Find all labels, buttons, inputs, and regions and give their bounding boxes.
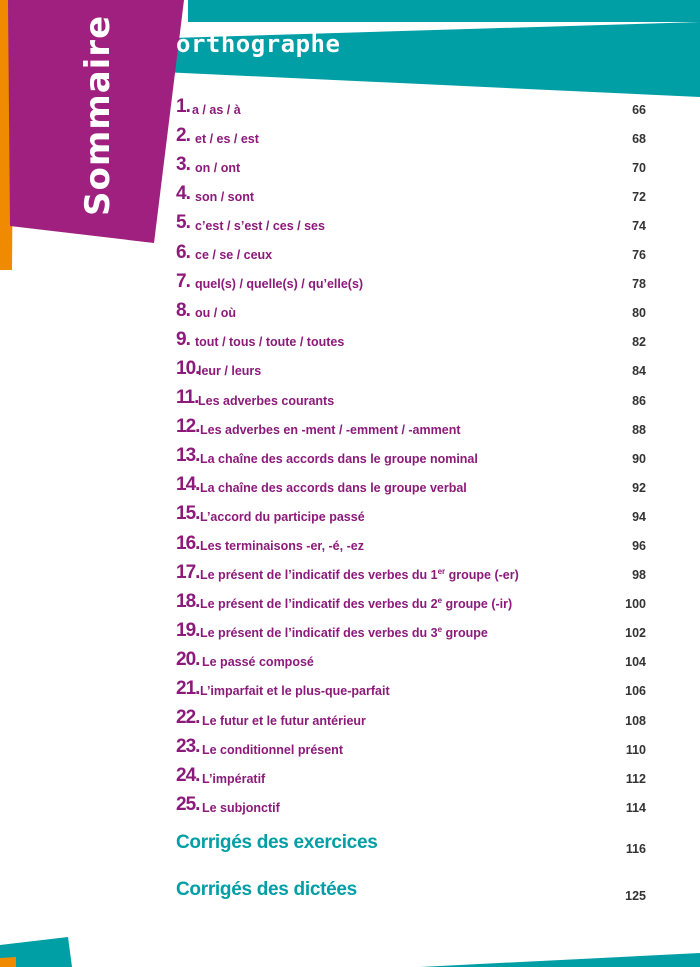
toc-page: 96 [632, 539, 646, 553]
toc-label: Le présent de l’indicatif des verbes du 1er groupe (-er) [200, 566, 519, 583]
toc-page: 110 [625, 742, 646, 757]
toc-row[interactable] [176, 443, 646, 472]
toc-number: 8. [176, 299, 190, 321]
toc-label: on / ont [195, 160, 241, 175]
corriges-exercices-link[interactable]: Corrigés des exercices [176, 832, 378, 853]
toc-number: 14. [176, 474, 200, 496]
toc-label: Le présent de l’indicatif des verbes du 2e groupe (-ir) [200, 596, 513, 612]
toc-row[interactable] [176, 472, 646, 501]
toc-number: 4. [176, 183, 190, 205]
toc-row[interactable] [176, 763, 646, 792]
toc-page: 68 [632, 131, 646, 146]
toc-label: quel(s) / quelle(s) / qu’elle(s) [195, 277, 364, 292]
toc-number: 13. [176, 445, 200, 467]
toc-row[interactable] [176, 792, 646, 821]
toc-page: 72 [632, 189, 646, 204]
toc-page: 108 [625, 713, 646, 728]
toc-row[interactable] [176, 501, 646, 530]
toc-number: 9. [176, 328, 190, 350]
toc-label: Les terminaisons -er, -é, -ez [200, 539, 364, 553]
toc-number: 18. [176, 590, 200, 612]
corriges-dictees-link[interactable]: Corrigés des dictées [176, 879, 357, 900]
toc-page: 70 [632, 160, 646, 175]
toc-page: 92 [632, 480, 646, 495]
toc-row[interactable] [176, 181, 646, 210]
toc-row[interactable] [176, 210, 646, 239]
toc-number: 25. [176, 794, 200, 816]
toc-row[interactable] [176, 239, 646, 268]
toc-row[interactable] [176, 734, 646, 763]
toc-label: Les adverbes en -ment / -emment / -amment [200, 422, 461, 437]
toc-label: Le passé composé [202, 655, 314, 670]
toc-number: 7. [176, 270, 190, 292]
toc-page: 112 [625, 771, 646, 786]
orange-bottom-left-corner [0, 957, 16, 967]
toc-number: 2. [176, 125, 190, 147]
section-title: orthographe [176, 30, 341, 58]
toc-number: 21. [176, 677, 200, 699]
toc-page: 66 [632, 102, 646, 117]
toc-label: leur / leurs [198, 364, 262, 379]
toc-page: 86 [632, 393, 646, 408]
teal-bottom-right-corner [420, 953, 700, 967]
toc-number: 15. [176, 503, 200, 525]
toc-label: La chaîne des accords dans le groupe nominal [200, 451, 478, 466]
toc-number: 12. [176, 416, 200, 438]
toc-page: 100 [625, 597, 646, 612]
toc-row[interactable] [176, 356, 646, 385]
toc-number: 24. [176, 765, 200, 787]
toc-page: 78 [632, 277, 646, 292]
toc-page: 74 [632, 218, 646, 233]
toc-row[interactable] [176, 327, 646, 356]
toc-label: L’accord du participe passé [200, 509, 365, 524]
teal-top-band [188, 0, 700, 22]
toc-number: 11. [176, 387, 199, 409]
toc-label: son / sont [195, 189, 255, 204]
toc-label: tout / tous / toute / toutes [195, 335, 345, 350]
corriges-dictees-page: 125 [625, 889, 646, 903]
toc-page: 82 [632, 335, 646, 350]
toc-page: 90 [632, 451, 646, 466]
toc-row[interactable] [176, 298, 646, 327]
toc-number: 22. [176, 707, 200, 729]
toc-page: 76 [632, 248, 646, 263]
toc-page: 84 [632, 364, 646, 379]
toc-number: 16. [176, 532, 200, 554]
toc-label: c’est / s’est / ces / ses [195, 218, 325, 233]
toc-label: L’imparfait et le plus-que-parfait [200, 684, 390, 699]
toc-page: 94 [632, 509, 646, 524]
toc-row[interactable] [176, 676, 646, 705]
toc-number: 23. [176, 736, 200, 758]
toc-label: La chaîne des accords dans le groupe verbal [200, 480, 467, 495]
toc-number: 19. [176, 619, 200, 641]
corriges-exercices-page: 116 [625, 842, 646, 856]
table-of-contents [176, 94, 646, 821]
toc-label: a / as / à [192, 102, 241, 117]
toc-label: ou / où [195, 306, 236, 321]
toc-page: 98 [632, 568, 646, 583]
toc-number: 17. [176, 561, 200, 583]
toc-row[interactable] [176, 123, 646, 152]
toc-page: 114 [625, 800, 646, 815]
toc-label: Le subjonctif [202, 800, 280, 815]
toc-label: Le futur et le futur antérieur [202, 713, 366, 728]
toc-page: 106 [625, 684, 646, 699]
toc-row[interactable] [176, 647, 646, 676]
toc-number: 6. [176, 241, 190, 263]
toc-row[interactable] [176, 152, 646, 181]
toc-row[interactable] [176, 530, 646, 559]
toc-page: 80 [632, 306, 646, 321]
toc-row[interactable] [176, 618, 646, 647]
toc-label: Les adverbes courants [198, 393, 335, 408]
toc-row[interactable] [176, 385, 646, 414]
toc-label: et / es / est [195, 131, 259, 146]
sommaire-title: Sommaire [78, 14, 118, 216]
toc-number: 3. [176, 154, 190, 176]
toc-row[interactable] [176, 589, 646, 618]
toc-number: 5. [176, 212, 190, 234]
toc-row[interactable] [176, 560, 646, 589]
toc-page: 102 [625, 626, 646, 641]
toc-row[interactable] [176, 414, 646, 443]
toc-label: ce / se / ceux [195, 248, 273, 263]
toc-number: 10. [176, 357, 200, 379]
toc-label: Le conditionnel présent [202, 742, 343, 757]
toc-label: Le présent de l’indicatif des verbes du 3e groupe [200, 625, 488, 641]
toc-number: 20. [176, 648, 200, 670]
toc-page: 88 [632, 422, 646, 437]
toc-number: 1. [176, 96, 190, 118]
toc-row[interactable] [176, 705, 646, 734]
toc-page: 104 [625, 655, 646, 670]
toc-row[interactable] [176, 94, 646, 123]
toc-row[interactable] [176, 269, 646, 298]
toc-label: L’impératif [202, 771, 266, 786]
